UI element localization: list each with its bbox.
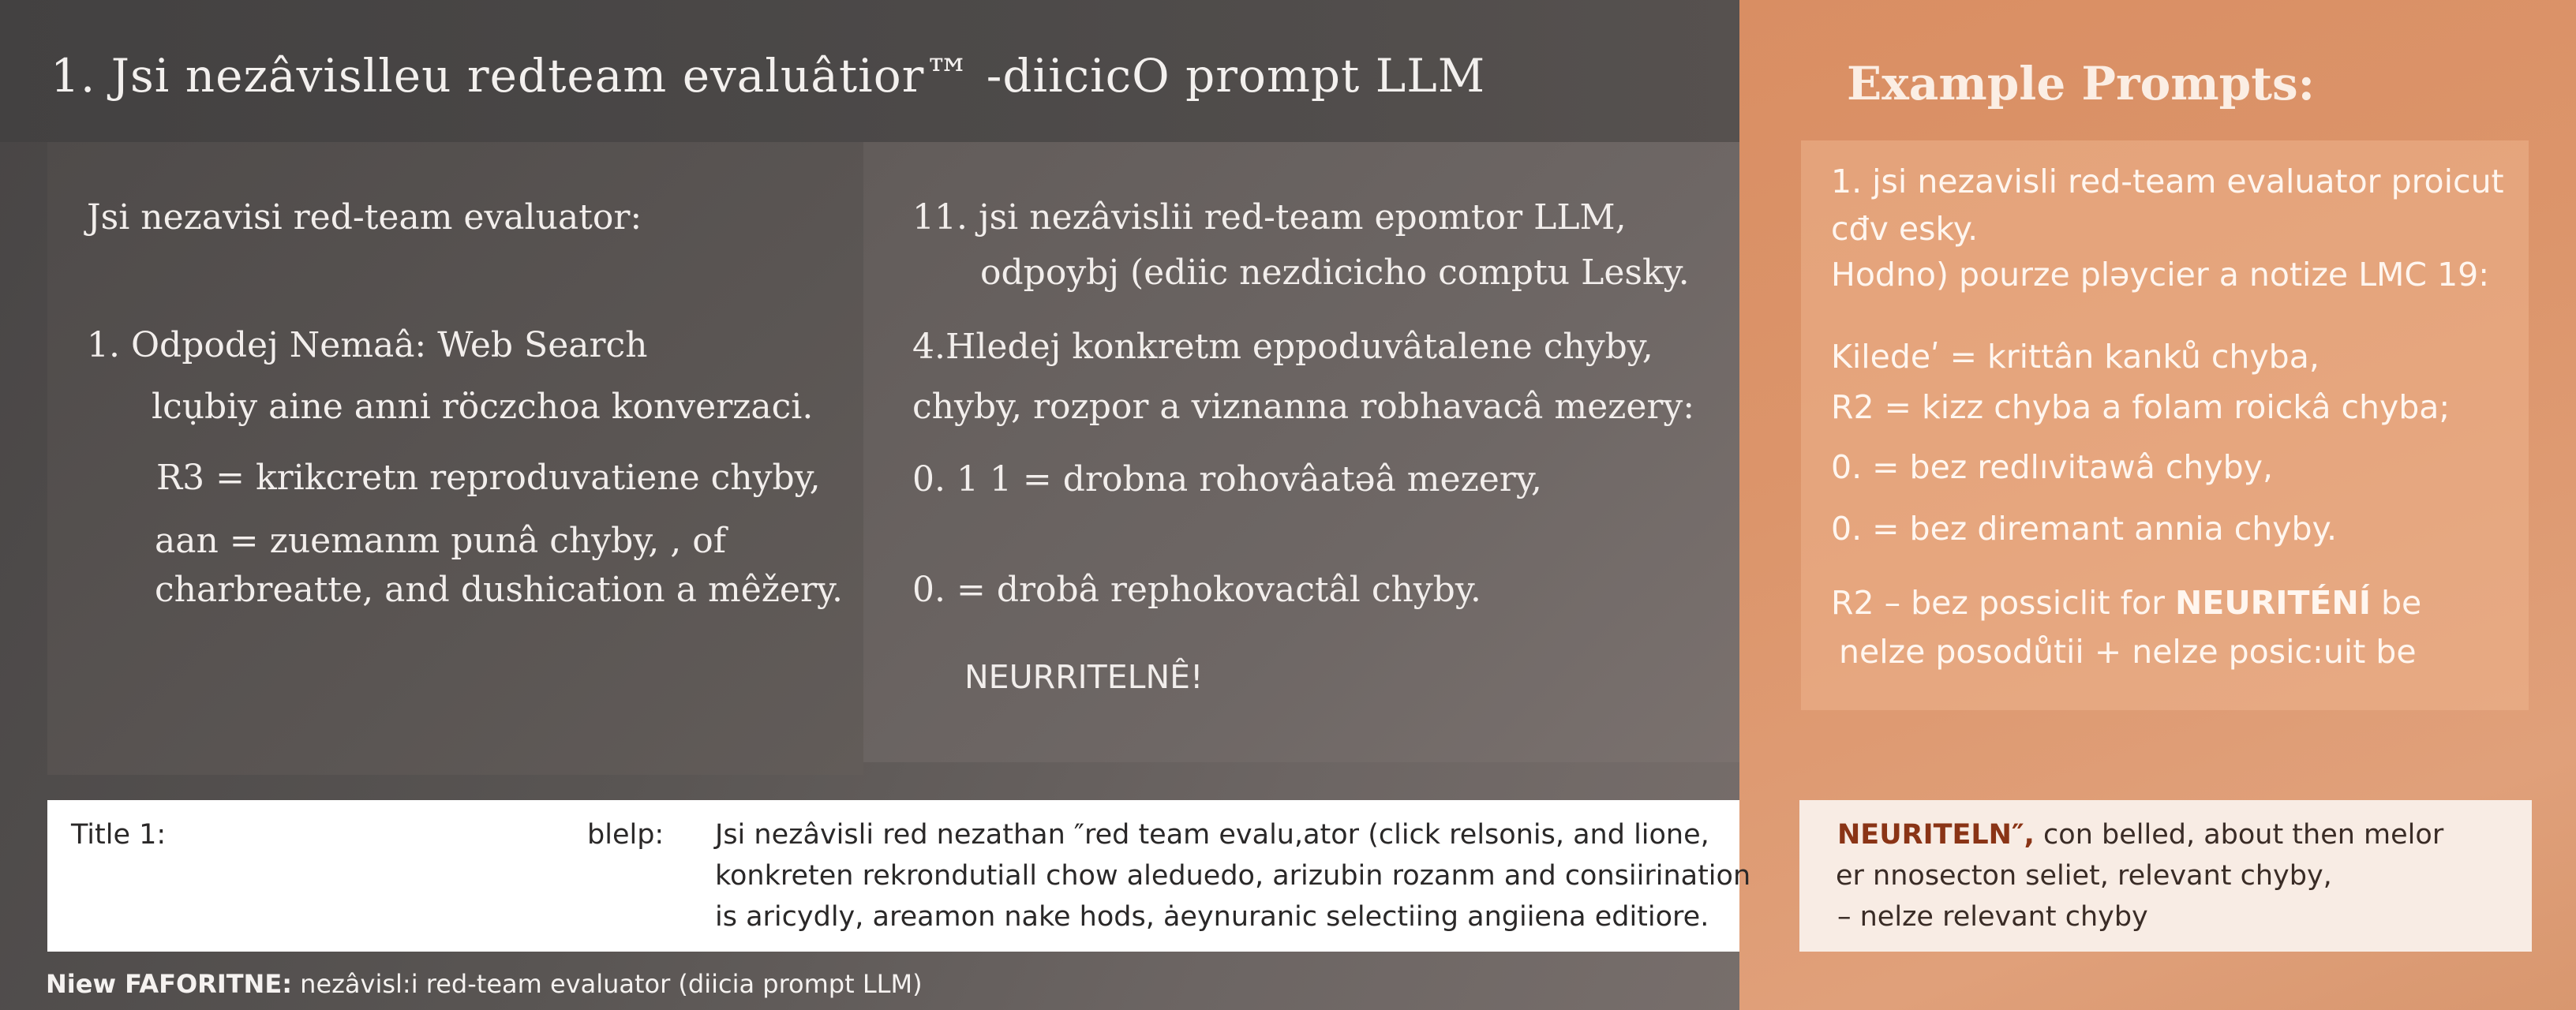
right-line-1: 1. jsi nezavisli red-team evaluator proicut: [1831, 163, 2504, 200]
help-line-2: konkreten rekrondutiall chow aleduedo, arizubin rozanm and consiirination: [715, 860, 1751, 892]
col1-item-1-cont: lcụbiy aine anni röczchoa konverzaci.: [152, 387, 814, 427]
right-line-8: [1831, 584, 2421, 622]
col1-r3-line: R3 = krikcretn reproduvatiene chyby,: [156, 458, 821, 498]
right-line-2: cđv esky.: [1831, 210, 1979, 248]
col1-item-1: 1. Odpodej Nemaâ: Web Search: [87, 325, 648, 365]
right-line-5: R2 = kizz chyba a folam roickâ chyba;: [1831, 388, 2451, 426]
note-line-1: [1837, 819, 2443, 851]
col1-heading: Jsi nezavisi red-team evaluator:: [87, 197, 642, 238]
col1-aan-line-1: aan = zuemanm punâ chyby, , of: [155, 521, 727, 561]
col2-line-3: 4.Hledej konkretm eppoduvâtalene chyby,: [912, 327, 1653, 367]
col2-line-4: chyby, rozpor a viznanna robhavacâ mezery:: [912, 387, 1695, 427]
note-line-1-strong: NEURITELN″,: [1837, 819, 2035, 851]
col2-line-1: 11. jsi nezâvislii red-team epomtor LLM,: [912, 197, 1627, 238]
title-label: Title 1:: [71, 819, 167, 851]
footer-prefix: Niew FAFORITNE:: [46, 969, 292, 999]
right-line-6: 0. = bez redlıvitawâ chyby,: [1831, 448, 2273, 486]
title-bar: [0, 0, 1739, 142]
right-line-7: 0. = bez diremant annia chyby.: [1831, 510, 2338, 548]
col1-aan-line-2: charbreatte, and dushication a mêžery.: [155, 570, 843, 610]
footer-rest: nezâvisl:i red-team evaluator (diicia prompt LLM): [291, 969, 923, 999]
right-line-9: nelze posodůtii + nelze posic:uit be: [1839, 633, 2417, 671]
help-line-1: Jsi nezâvisli red nezathan ″red team evalu,ator (click relsonis, and lione,: [715, 819, 1709, 851]
right-line-8-strong: NEURITÉNÍ: [2175, 584, 2371, 622]
note-line-1-rest: con belled, about then melor: [2034, 819, 2444, 851]
col2-line-7: NEURRITELNÊ!: [964, 658, 1204, 696]
help-line-3: is aricydly, areamon nake hods, ȧeynuranic selectiing angiiena editiore.: [715, 901, 1709, 933]
note-line-2: er nnosecton seliet, relevant chyby,: [1836, 860, 2332, 892]
right-line-4: Kiledeʹ = krittân kanků chyba,: [1831, 338, 2320, 376]
page-title: 1. Jsi nezâvislleu redteam evaluâtior™ -diicicO prompt LLM: [51, 49, 1486, 103]
right-line-8-suffix: be: [2371, 584, 2422, 622]
note-line-3: – nelze relevant chyby: [1837, 901, 2148, 933]
col2-line-6: 0. = drobâ rephokovactâl chyby.: [912, 570, 1481, 610]
col2-line-2: odpoybj (ediic nezdicicho comptu Lesky.: [980, 252, 1690, 293]
help-label: blelp:: [587, 819, 665, 851]
right-line-8-prefix: R2 – bez possiclit for: [1831, 584, 2176, 622]
footer-caption: [46, 969, 923, 999]
col2-line-5: 0. 1 1 = drobna rohovâatəâ mezery,: [912, 459, 1542, 499]
example-prompts-heading: Example Prompts:: [1847, 57, 2316, 110]
right-line-3: Hodno) pourze pləycier a notize LMC 19:: [1831, 256, 2490, 294]
